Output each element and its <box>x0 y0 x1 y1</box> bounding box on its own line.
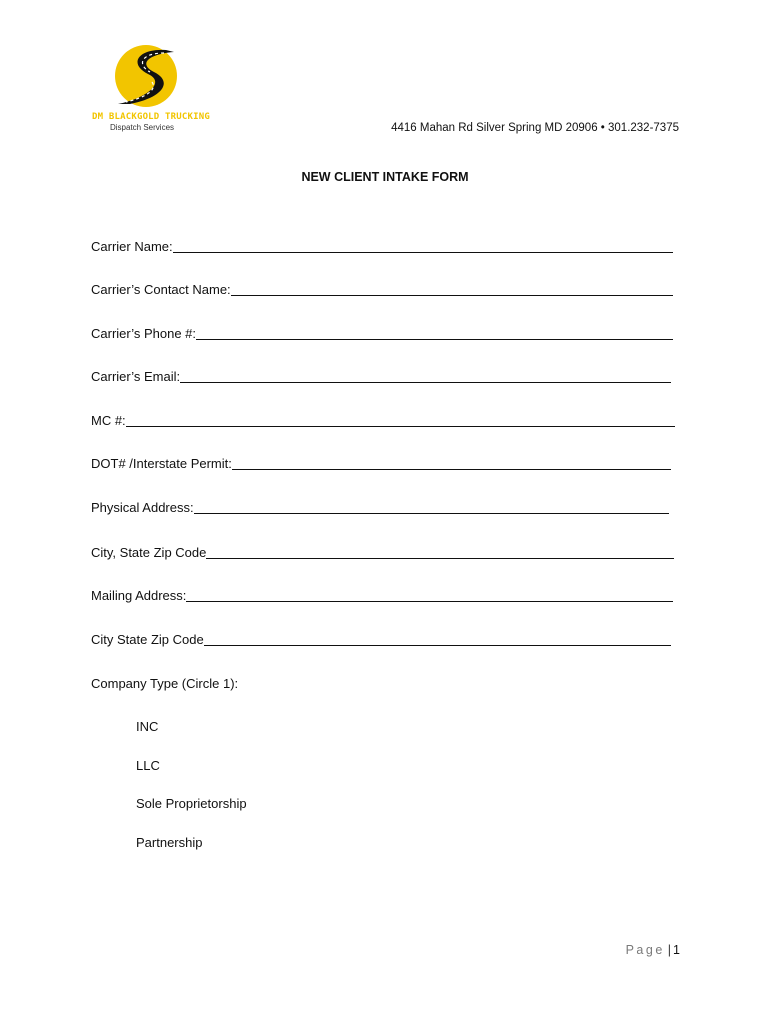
road-s-logo-icon <box>108 42 198 110</box>
mailing-city-state-zip-field[interactable] <box>91 630 671 648</box>
field-label: Physical Address: <box>91 500 194 515</box>
page-footer <box>626 943 680 957</box>
carrier-email-field[interactable] <box>91 367 671 385</box>
field-label: Carrier’s Contact Name: <box>91 282 231 297</box>
mailing-address-input-line[interactable] <box>186 601 673 602</box>
carrier-contact-name-input-line[interactable] <box>231 295 673 296</box>
field-label: Carrier’s Email: <box>91 369 181 384</box>
page-word: Page <box>625 943 665 957</box>
carrier-name-field[interactable] <box>91 237 673 255</box>
field-label: DOT# /Interstate Permit: <box>91 456 232 471</box>
mailing-city-state-zip-input-line[interactable] <box>204 645 671 646</box>
company-type-option-llc[interactable]: LLC <box>136 758 160 773</box>
carrier-contact-name-field[interactable] <box>91 280 673 298</box>
field-label: City, State Zip Code <box>91 545 207 560</box>
form-title: NEW CLIENT INTAKE FORM <box>301 170 469 184</box>
field-label: Mailing Address: <box>91 588 187 603</box>
company-type-option-sole-proprietorship[interactable]: Sole Proprietorship <box>136 796 247 811</box>
logo-company-name: DM BLACKGOLD TRUCKING <box>92 112 210 122</box>
city-state-zip-input-line[interactable] <box>206 558 674 559</box>
mc-number-input-line[interactable] <box>126 426 675 427</box>
dot-interstate-permit-field[interactable] <box>91 454 671 472</box>
mailing-address-field[interactable] <box>91 586 673 604</box>
logo-tagline: Dispatch Services <box>110 123 175 132</box>
field-label: Carrier Name: <box>91 239 173 254</box>
carrier-phone-input-line[interactable] <box>196 339 673 340</box>
city-state-zip-field[interactable] <box>91 543 674 561</box>
company-type-option-partnership[interactable]: Partnership <box>136 835 203 850</box>
company-address: 4416 Mahan Rd Silver Spring MD 20906 • 301.232-7375 <box>391 122 679 134</box>
carrier-name-input-line[interactable] <box>173 252 673 253</box>
field-label: MC #: <box>91 413 126 428</box>
dot-interstate-permit-input-line[interactable] <box>232 469 671 470</box>
physical-address-field[interactable] <box>91 498 669 516</box>
page-separator: | <box>667 943 672 957</box>
field-label: Carrier’s Phone #: <box>91 326 197 341</box>
company-type-label: Company Type (Circle 1): <box>91 676 239 691</box>
field-label: City State Zip Code <box>91 632 204 647</box>
company-logo <box>88 42 208 134</box>
mc-number-field[interactable] <box>91 411 675 429</box>
page-number: 1 <box>673 943 680 957</box>
carrier-email-input-line[interactable] <box>180 382 671 383</box>
company-type-option-inc[interactable]: INC <box>136 719 159 734</box>
physical-address-input-line[interactable] <box>194 513 669 514</box>
carrier-phone-field[interactable] <box>91 324 673 342</box>
